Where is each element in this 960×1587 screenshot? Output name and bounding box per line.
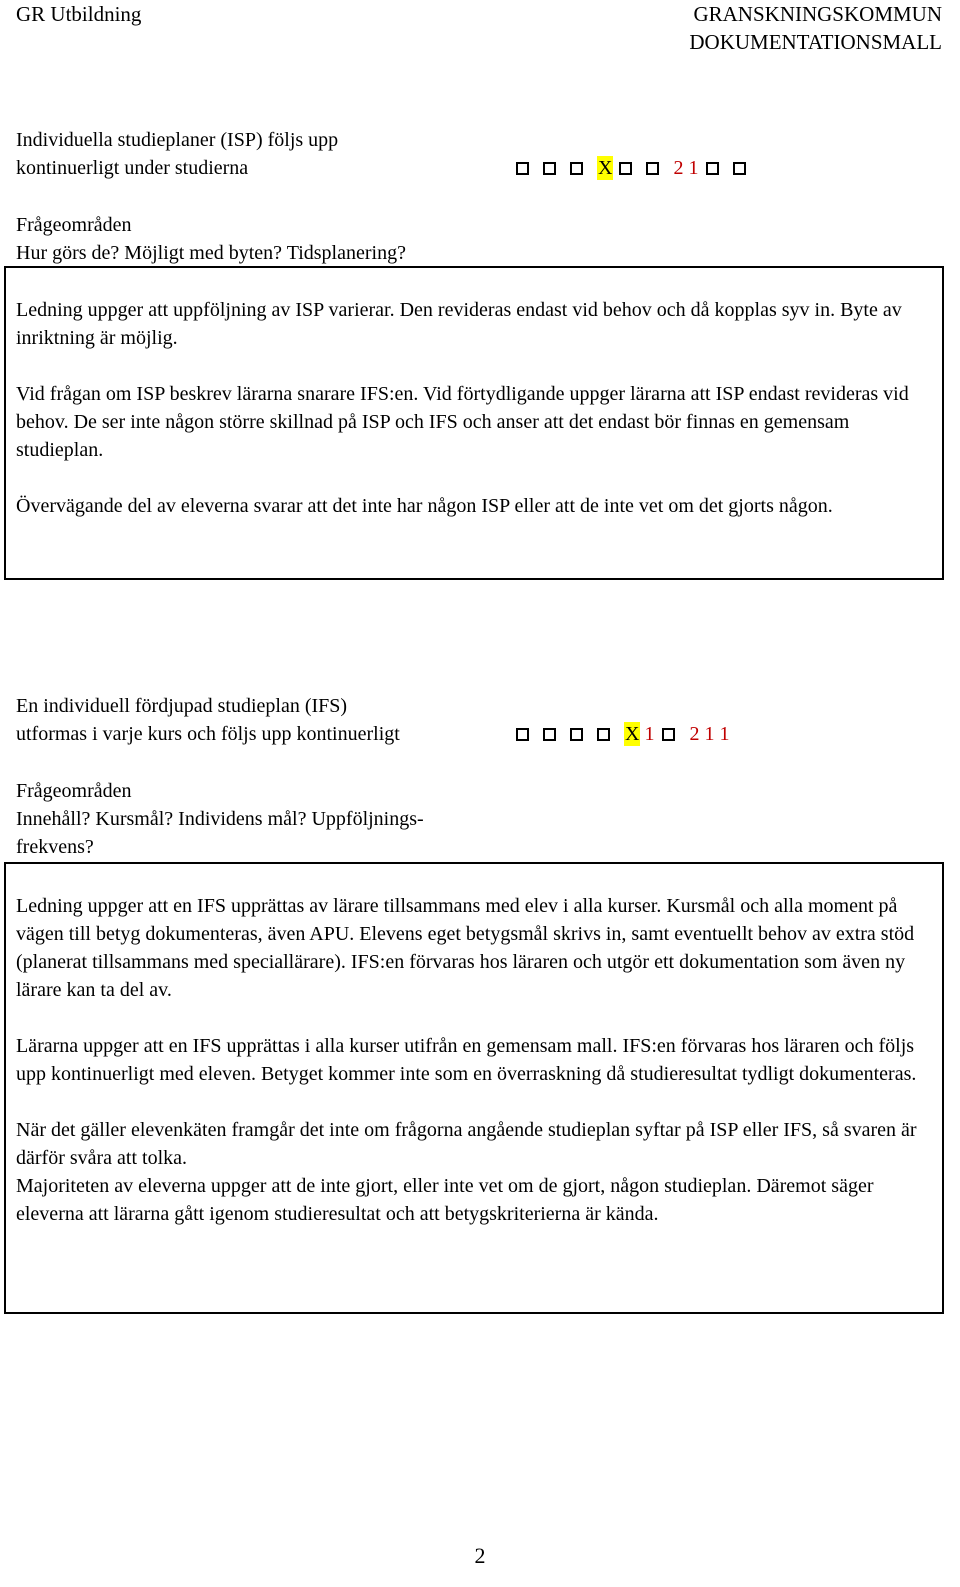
header-organization: GR Utbildning: [16, 2, 142, 26]
rating-checkbox[interactable]: [706, 162, 719, 175]
section2-area-questions-line2: frekvens?: [16, 836, 94, 858]
section2-area-title: Frågeområden: [16, 780, 132, 802]
section1-answer-box: [4, 266, 944, 580]
rating-checkbox[interactable]: [516, 728, 529, 741]
section1-area-questions: Hur görs de? Möjligt med byten? Tidsplanering?: [16, 242, 406, 264]
section1-question: [16, 126, 496, 182]
rating-count: 1: [644, 723, 655, 745]
rating-checkbox[interactable]: [570, 162, 583, 175]
section1-answer-paragraph: Vid frågan om ISP beskrev lärarna snarare IFS:en. Vid förtydligande uppger lärarna att ISP endast revideras vid behov. De ser inte någon större skillnad på ISP och IFS och anser att det endast bör finnas en gemensam studieplan.: [16, 383, 909, 461]
section1-question-line2: kontinuerligt under studierna: [16, 157, 249, 179]
rating-checkbox[interactable]: [619, 162, 632, 175]
section1-answer-paragraph: Ledning uppger att uppföljning av ISP varierar. Den revideras endast vid behov och då kopplas syv in. Byte av inriktning är möjlig.: [16, 299, 902, 349]
page-number: 2: [474, 1543, 486, 1568]
rating-checkbox[interactable]: [646, 162, 659, 175]
rating-checkbox[interactable]: [543, 162, 556, 175]
section2-answer-paragraph: Lärarna uppger att en IFS upprättas i alla kurser utifrån en gemensam mall. IFS:en förvaras hos läraren och följs upp kontinuerligt med eleven. Betyget kommer inte som en överraskning då studieresultat tydligt dokumenteras.: [16, 1035, 917, 1085]
rating-checkbox[interactable]: [733, 162, 746, 175]
section2-answer-paragraph: Majoriteten av eleverna uppger att de inte gjort, eller inte vet om de gjort, någon studieplan. Däremot säger eleverna att lärarna gått igenom studieresultat och att betygskriterierna är kända.: [16, 1175, 874, 1225]
header-document-title: [689, 0, 942, 56]
section2-question: [16, 692, 496, 748]
rating-counts: 2 1 1: [689, 723, 730, 745]
rating-counts: 2 1: [673, 157, 699, 179]
section2-question-line2: utformas i varje kurs och följs upp kontinuerligt: [16, 723, 400, 745]
header-title-line1: GRANSKNINGSKOMMUN: [693, 2, 942, 26]
section1-answer-paragraph: Övervägande del av eleverna svarar att det inte har någon ISP eller att de inte vet om det gjorts någon.: [16, 495, 833, 517]
section1-area-title: Frågeområden: [16, 214, 132, 236]
section1-rating-scale: [516, 154, 760, 182]
rating-checkbox[interactable]: [570, 728, 583, 741]
rating-checkbox[interactable]: [516, 162, 529, 175]
section1-question-line1: Individuella studieplaner (ISP) följs upp: [16, 129, 339, 151]
section2-area-questions-line1: Innehåll? Kursmål? Individens mål? Uppföljnings-: [16, 808, 424, 830]
rating-checkbox[interactable]: [543, 728, 556, 741]
rating-selected-mark: X: [598, 157, 613, 179]
section2-answer-box: [4, 862, 944, 1314]
section2-rating-scale: [516, 720, 737, 748]
section2-question-line1: En individuell fördjupad studieplan (IFS): [16, 695, 348, 717]
header-title-line2: DOKUMENTATIONSMALL: [689, 30, 942, 54]
rating-checkbox[interactable]: [662, 728, 675, 741]
rating-checkbox[interactable]: [597, 728, 610, 741]
section2-answer-paragraph: Ledning uppger att en IFS upprättas av lärare tillsammans med elev i alla kurser. Kursmål och alla moment på vägen till betyg dokumenteras, även APU. Elevens eget betygsmål skrivs in, samt eventuellt behov av extra stöd (planerat tillsammans med speciallärare). IFS:en förvaras hos läraren och utgör ett dokumentation som även ny lärare kan ta del av.: [16, 895, 915, 1001]
rating-selected-mark: X: [625, 723, 640, 745]
section2-area-questions: [16, 805, 536, 861]
section2-answer-paragraph: När det gäller elevenkäten framgår det inte om frågorna angående studieplan syftar på ISP eller IFS, så svaren är därför svåra att tolka.: [16, 1119, 917, 1169]
